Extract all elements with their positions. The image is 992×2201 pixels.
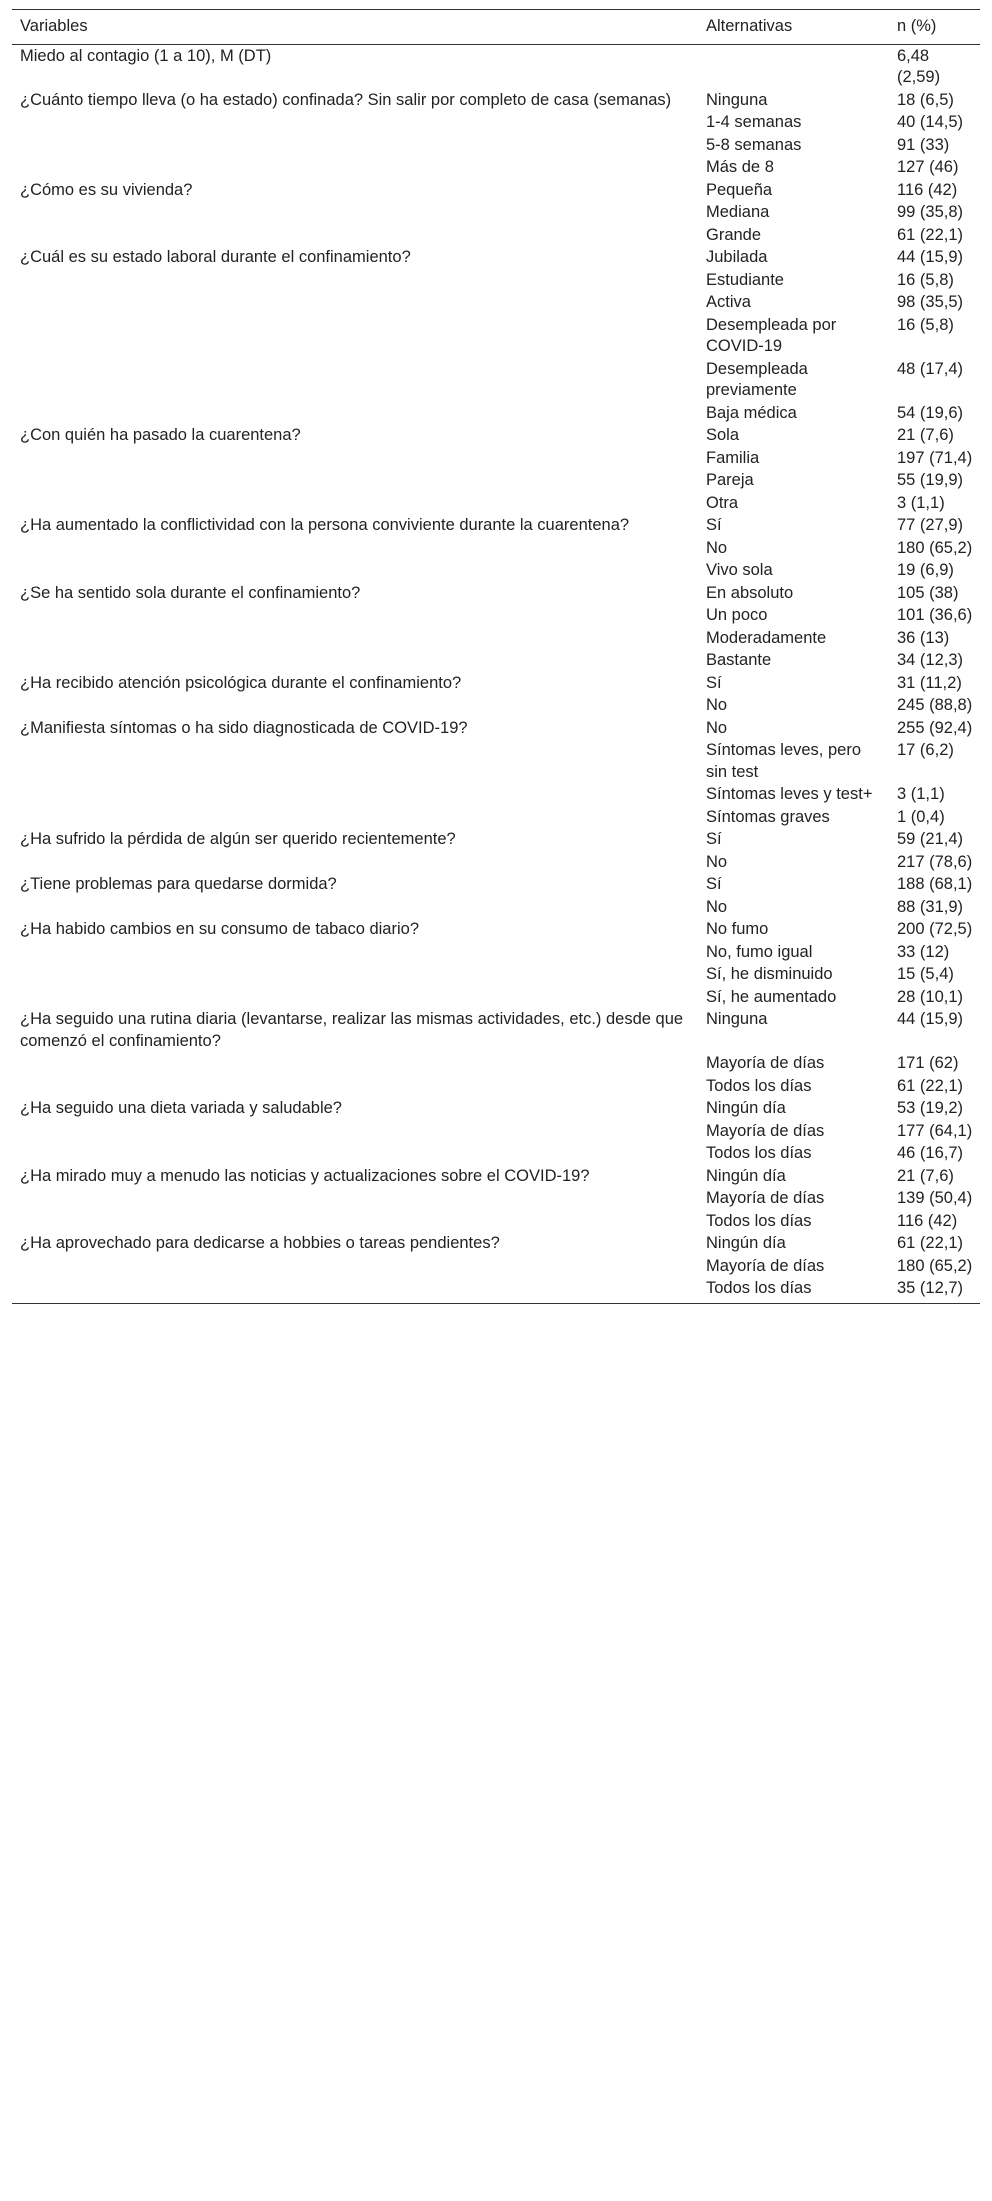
cell-value: 91 (33) (897, 135, 950, 154)
table-row (12, 358, 980, 402)
table-row (12, 963, 980, 986)
table-row (12, 941, 980, 964)
cell-alternative: Síntomas leves, pero sin test (706, 741, 861, 781)
cell-variable: ¿Ha aumentado la conflictividad con la persona conviviente durante la cuarentena? (20, 516, 630, 534)
cell-value: 139 (50,4) (897, 1189, 973, 1207)
cell-alternative: Mediana (706, 203, 770, 221)
cell-value: 116 (42) (897, 1211, 958, 1230)
cell-value: 3 (1,1) (897, 785, 945, 803)
cell-variable (12, 134, 698, 157)
cell-value: 31 (11,2) (897, 673, 962, 692)
cell-alternative: Un poco (706, 606, 768, 624)
cell-value: 34 (12,3) (897, 651, 964, 669)
cell-variable (12, 469, 698, 492)
cell-value: 33 (12) (897, 942, 950, 961)
cell-variable: ¿Ha recibido atención psicológica durante el confinamiento? (20, 673, 462, 692)
cell-variable: ¿Cómo es su vivienda? (20, 180, 193, 199)
cell-value: 88 (31,9) (897, 897, 964, 916)
table-row (12, 873, 980, 896)
cell-value: 35 (12,7) (889, 1277, 980, 1303)
table-row (12, 1075, 980, 1098)
table-row (12, 269, 980, 292)
table-row (12, 492, 980, 515)
cell-value: 61 (22,1) (897, 225, 964, 244)
cell-alternative: Ningún día (706, 1166, 786, 1185)
cell-variable (12, 1277, 698, 1303)
header-n-pct: n (%) (889, 10, 980, 45)
cell-value: 200 (72,5) (897, 920, 973, 938)
table-row (12, 1142, 980, 1165)
table-row (12, 1255, 980, 1278)
cell-variable: Miedo al contagio (1 a 10), M (DT) (20, 46, 272, 65)
cell-value: 17 (6,2) (897, 741, 954, 759)
cell-alternative: No (706, 852, 728, 871)
header-variables: Variables (12, 10, 698, 45)
cell-value: 48 (17,4) (897, 359, 964, 378)
header-alternatives: Alternativas (698, 10, 889, 45)
table-row (12, 1120, 980, 1143)
table-row (12, 806, 980, 829)
cell-variable: ¿Ha mirado muy a menudo las noticias y actualizaciones sobre el COVID-19? (20, 1166, 590, 1185)
cell-variable (12, 739, 698, 783)
cell-alternative: Otra (706, 493, 739, 512)
cell-alternative: Sí (706, 673, 722, 692)
cell-value: 255 (92,4) (897, 718, 973, 737)
cell-alternative: Grande (706, 225, 762, 244)
cell-variable (12, 806, 698, 829)
cell-value: 116 (42) (897, 180, 958, 199)
cell-variable: ¿Con quién ha pasado la cuarentena? (20, 426, 301, 444)
table-row (12, 739, 980, 783)
cell-variable (12, 1187, 698, 1210)
cell-variable (12, 291, 698, 314)
table-row (12, 1097, 980, 1120)
cell-variable: ¿Ha habido cambios en su consumo de tabaco diario? (20, 920, 419, 938)
table-row (12, 1232, 980, 1255)
cell-value: 105 (38) (897, 583, 959, 602)
table-row (12, 201, 980, 224)
cell-alternative: Pequeña (706, 180, 773, 199)
cell-variable (12, 1142, 698, 1165)
table-row (12, 851, 980, 874)
cell-variable (12, 358, 698, 402)
cell-alternative: Sí (706, 516, 722, 534)
cell-value: 21 (7,6) (897, 1166, 954, 1185)
table-row (12, 514, 980, 537)
table-row (12, 918, 980, 941)
cell-value: 99 (35,8) (897, 203, 964, 221)
cell-alternative: Ningún día (706, 1234, 786, 1252)
cell-alternative: No (706, 718, 728, 737)
cell-variable: ¿Ha seguido una dieta variada y saludable? (20, 1099, 342, 1117)
cell-alternative: Sí, he disminuido (706, 965, 833, 983)
cell-value: 61 (22,1) (897, 1076, 964, 1095)
table-body (12, 44, 980, 1303)
cell-value: 21 (7,6) (897, 426, 954, 444)
cell-value: 16 (5,8) (897, 270, 954, 289)
cell-variable (12, 604, 698, 627)
cell-alternative: Bastante (706, 651, 772, 669)
cell-variable (12, 1255, 698, 1278)
table-row (12, 717, 980, 740)
cell-variable (12, 314, 698, 358)
cell-alternative: Más de 8 (706, 158, 774, 176)
cell-variable (12, 649, 698, 672)
table-row (12, 469, 980, 492)
table-row (12, 649, 980, 672)
cell-alternative: Estudiante (706, 270, 784, 289)
cell-value: 101 (36,6) (897, 606, 973, 624)
cell-alternative: Desempleada previamente (706, 359, 808, 399)
cell-alternative: Todos los días (698, 1277, 889, 1303)
table-row (12, 694, 980, 717)
cell-variable (12, 1075, 698, 1098)
cell-value: 77 (27,9) (897, 516, 964, 534)
table-row (12, 156, 980, 179)
cell-alternative: Mayoría de días (706, 1189, 825, 1207)
table-row (12, 89, 980, 112)
cell-variable (12, 941, 698, 964)
table-row (12, 828, 980, 851)
table-row (12, 246, 980, 269)
cell-value: 44 (15,9) (897, 248, 964, 266)
cell-variable (12, 783, 698, 806)
cell-variable: ¿Ha seguido una rutina diaria (levantarse, realizar las mismas actividades, etc.) desde que comenzó el confinamiento? (20, 1010, 684, 1050)
cell-value: 54 (19,6) (897, 403, 964, 422)
cell-variable (12, 986, 698, 1009)
cell-value: 6,48 (2,59) (897, 46, 941, 86)
cell-alternative: Sola (706, 426, 740, 444)
cell-alternative: Todos los días (706, 1144, 812, 1162)
table-row (12, 111, 980, 134)
cell-alternative: Desempleada por COVID-19 (706, 315, 837, 355)
table-row (12, 134, 980, 157)
cell-value: 3 (1,1) (897, 493, 945, 512)
cell-variable (12, 694, 698, 717)
cell-alternative: Baja médica (706, 403, 797, 422)
table-row (12, 672, 980, 695)
cell-value: 180 (65,2) (897, 538, 973, 557)
table-row (12, 447, 980, 470)
cell-value: 217 (78,6) (897, 852, 973, 871)
cell-alternative: No (706, 538, 728, 557)
cell-alternative: En absoluto (706, 583, 794, 602)
cell-alternative: Activa (706, 293, 751, 311)
cell-alternative: 5-8 semanas (706, 135, 802, 154)
cell-alternative: Ningún día (706, 1099, 786, 1117)
cell-value: 59 (21,4) (897, 830, 964, 848)
cell-alternative: Mayoría de días (706, 1121, 825, 1140)
cell-value: 36 (13) (897, 628, 950, 647)
cell-value: 40 (14,5) (897, 113, 964, 131)
table-row (12, 896, 980, 919)
cell-value: 44 (15,9) (897, 1010, 964, 1028)
cell-value: 19 (6,9) (897, 561, 954, 579)
table-row (12, 44, 980, 89)
cell-alternative: Vivo sola (706, 561, 773, 579)
cell-alternative: Sí (706, 875, 722, 893)
cell-value: 197 (71,4) (897, 448, 973, 467)
table-row (12, 627, 980, 650)
cell-variable (12, 447, 698, 470)
cell-value: 28 (10,1) (897, 987, 964, 1006)
table-row (12, 559, 980, 582)
cell-alternative: Síntomas leves y test+ (706, 785, 873, 803)
cell-variable (12, 269, 698, 292)
table-row (12, 582, 980, 605)
cell-alternative: Jubilada (706, 248, 768, 266)
cell-variable (12, 111, 698, 134)
table-header (12, 10, 980, 45)
table-row (12, 986, 980, 1009)
cell-variable (12, 201, 698, 224)
cell-value: 1 (0,4) (897, 807, 945, 826)
table-row (12, 537, 980, 560)
table-row (12, 1008, 980, 1052)
cell-value: 53 (19,2) (897, 1099, 964, 1117)
cell-alternative: 1-4 semanas (706, 113, 802, 131)
cell-value: 127 (46) (897, 158, 959, 176)
cell-value: 61 (22,1) (897, 1234, 964, 1252)
cell-alternative: Moderadamente (706, 628, 827, 647)
cell-alternative: Ninguna (706, 1010, 768, 1028)
cell-alternative: Todos los días (706, 1076, 812, 1095)
cell-value: 180 (65,2) (897, 1256, 973, 1275)
cell-alternative: Ninguna (706, 90, 768, 109)
table-row (12, 1165, 980, 1188)
cell-value: 171 (62) (897, 1054, 959, 1072)
cell-variable: ¿Cuál es su estado laboral durante el confinamiento? (20, 248, 411, 266)
table-row (12, 604, 980, 627)
cell-variable (12, 963, 698, 986)
cell-alternative: No (706, 897, 728, 916)
cell-variable (12, 156, 698, 179)
cell-variable (12, 537, 698, 560)
table-row (12, 402, 980, 425)
cell-variable (12, 896, 698, 919)
cell-alternative: Sí (706, 830, 722, 848)
table-row (12, 1277, 980, 1303)
cell-value: 55 (19,9) (897, 471, 964, 489)
cell-alternative: Mayoría de días (706, 1256, 825, 1275)
cell-variable (12, 1120, 698, 1143)
cell-alternative: Síntomas graves (706, 807, 830, 826)
header-row (12, 10, 980, 45)
cell-variable: ¿Manifiesta síntomas o ha sido diagnosticada de COVID-19? (20, 718, 468, 737)
cell-variable: ¿Cuánto tiempo lleva (o ha estado) confinada? Sin salir por completo de casa (semanas) (20, 90, 672, 109)
cell-alternative: Pareja (706, 471, 754, 489)
table-row (12, 179, 980, 202)
cell-alternative: Sí, he aumentado (706, 987, 837, 1006)
cell-variable: ¿Tiene problemas para quedarse dormida? (20, 875, 337, 893)
cell-variable (12, 492, 698, 515)
table-row (12, 314, 980, 358)
cell-value: 15 (5,4) (897, 965, 954, 983)
cell-value: 16 (5,8) (897, 315, 954, 334)
cell-variable: ¿Ha aprovechado para dedicarse a hobbies o tareas pendientes? (20, 1234, 500, 1252)
table-row (12, 291, 980, 314)
cell-alternative: Todos los días (706, 1211, 812, 1230)
cell-value: 98 (35,5) (897, 293, 964, 311)
cell-variable: ¿Ha sufrido la pérdida de algún ser querido recientemente? (20, 830, 456, 848)
cell-alternative: No, fumo igual (706, 942, 813, 961)
cell-value: 245 (88,8) (897, 696, 973, 714)
table-row (12, 1210, 980, 1233)
table-row (12, 783, 980, 806)
cell-value: 188 (68,1) (897, 875, 973, 893)
cell-alternative (698, 44, 889, 89)
cell-variable (12, 627, 698, 650)
cell-variable (12, 559, 698, 582)
cell-variable (12, 1052, 698, 1075)
table-row (12, 424, 980, 447)
cell-alternative: No (706, 696, 728, 714)
cell-variable (12, 1210, 698, 1233)
cell-variable: ¿Se ha sentido sola durante el confinamiento? (20, 583, 361, 602)
table-row (12, 224, 980, 247)
cell-variable (12, 224, 698, 247)
cell-value: 177 (64,1) (897, 1121, 973, 1140)
table-row (12, 1052, 980, 1075)
cell-variable (12, 851, 698, 874)
cell-value: 18 (6,5) (897, 90, 954, 109)
data-table (12, 9, 980, 1304)
cell-variable (12, 402, 698, 425)
cell-alternative: Mayoría de días (706, 1054, 825, 1072)
cell-value: 46 (16,7) (897, 1144, 964, 1162)
cell-alternative: Familia (706, 448, 760, 467)
table-row (12, 1187, 980, 1210)
cell-alternative: No fumo (706, 920, 769, 938)
